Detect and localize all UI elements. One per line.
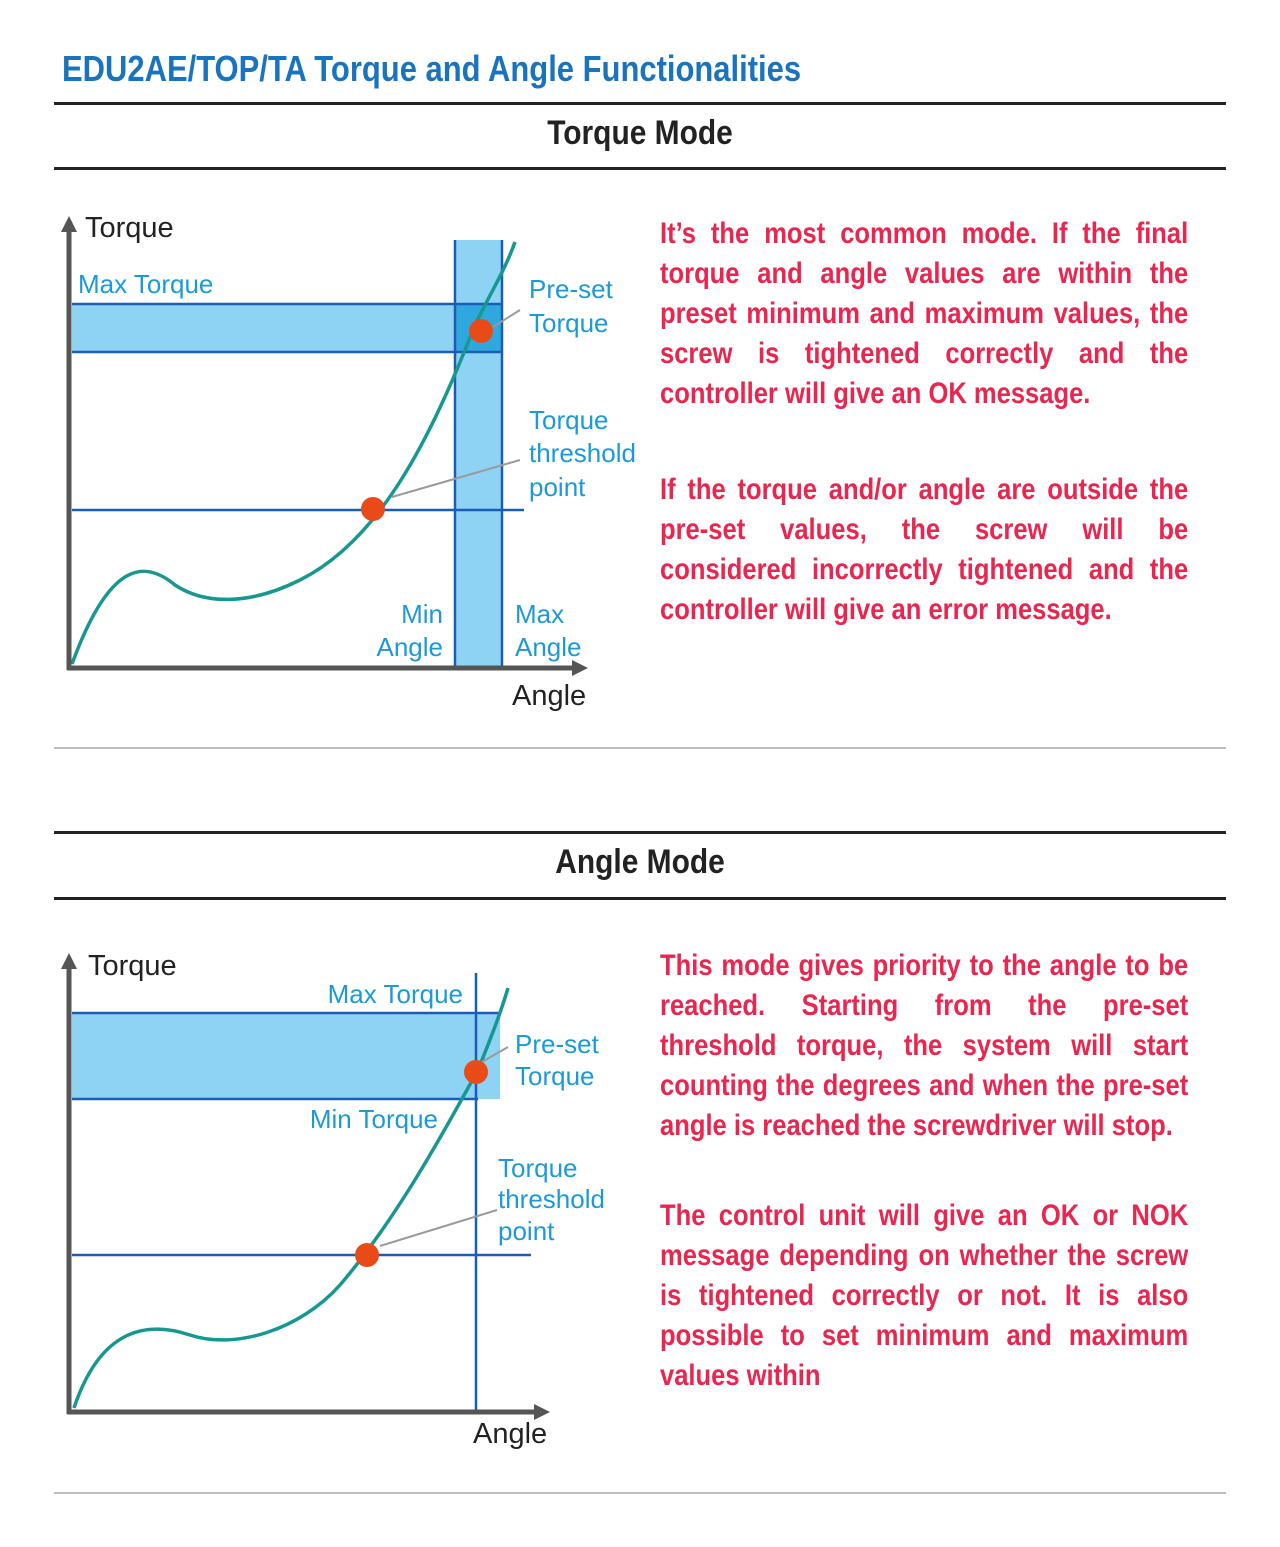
threshold-label-line1: Torque: [529, 405, 609, 435]
angle-mode-torque-band: [72, 1013, 500, 1099]
angle-mode-threshold-marker: [355, 1243, 379, 1267]
angle-mode-preset-marker: [464, 1060, 488, 1084]
preset-torque-label-line1: Pre-set: [529, 274, 613, 304]
angle-mode-preset-label-line2: Torque: [515, 1061, 595, 1091]
angle-mode-threshold-label-line2: threshold: [498, 1184, 605, 1214]
min-angle-label-line2: Angle: [376, 632, 443, 662]
torque-mode-paragraph-1: It’s the most common mode. If the final torque and angle values are within the preset minimum and maximum values, the screw is tightened correctly and the controller will give an OK message.: [660, 217, 1189, 410]
angle-mode-preset-label-line1: Pre-set: [515, 1029, 599, 1059]
torque-mode-description: [660, 214, 1188, 686]
x-axis-label: Angle: [512, 680, 587, 712]
angle-mode-threshold-label-line3: point: [498, 1216, 555, 1246]
y-axis-label: Torque: [85, 212, 174, 244]
angle-mode-threshold-label-line1: Torque: [498, 1153, 578, 1183]
threshold-label-line3: point: [529, 472, 586, 502]
torque-mode-heading: Torque Mode: [547, 114, 733, 152]
angle-mode-heading: Angle Mode: [555, 843, 725, 881]
angle-mode-paragraph-2: The control unit will give an OK or NOK message depending on whether the screw is tightened correctly or not. It is also possible to set minimum and maximum values within: [660, 1199, 1189, 1392]
angle-mode-paragraph-1: This mode gives priority to the angle to be reached. Starting from the pre-set threshold torque, the system will start counting the degrees and when the pre-set angle is reached the screwdriver will stop.: [660, 949, 1189, 1142]
preset-torque-label-line2: Torque: [529, 308, 609, 338]
angle-mode-x-axis-label: Angle: [473, 1418, 548, 1450]
page-title: EDU2AE/TOP/TA Torque and Angle Functionalities: [62, 48, 802, 89]
threshold-label-line2: threshold: [529, 438, 636, 468]
max-angle-label-line1: Max: [515, 599, 565, 629]
max-angle-label-line2: Angle: [515, 632, 582, 662]
angle-mode-min-torque-label: Min Torque: [309, 1104, 438, 1134]
angle-mode-y-axis-label: Torque: [88, 950, 177, 982]
min-angle-label-line1: Min: [401, 599, 443, 629]
bottom-divider: [54, 1492, 1226, 1494]
torque-mode-paragraph-2: If the torque and/or angle are outside the pre-set values, the screw will be considered incorrectly tightened and the controller will give an error message.: [660, 473, 1189, 626]
max-torque-label: Max Torque: [78, 269, 214, 299]
angle-mode-y-axis-arrow-icon: [61, 953, 77, 969]
angle-mode-diagram: [0, 0, 640, 1500]
angle-mode-threshold-leader: [380, 1210, 497, 1246]
angle-mode-max-torque-label: Max Torque: [327, 979, 463, 1009]
angle-mode-description: [660, 946, 1188, 1452]
